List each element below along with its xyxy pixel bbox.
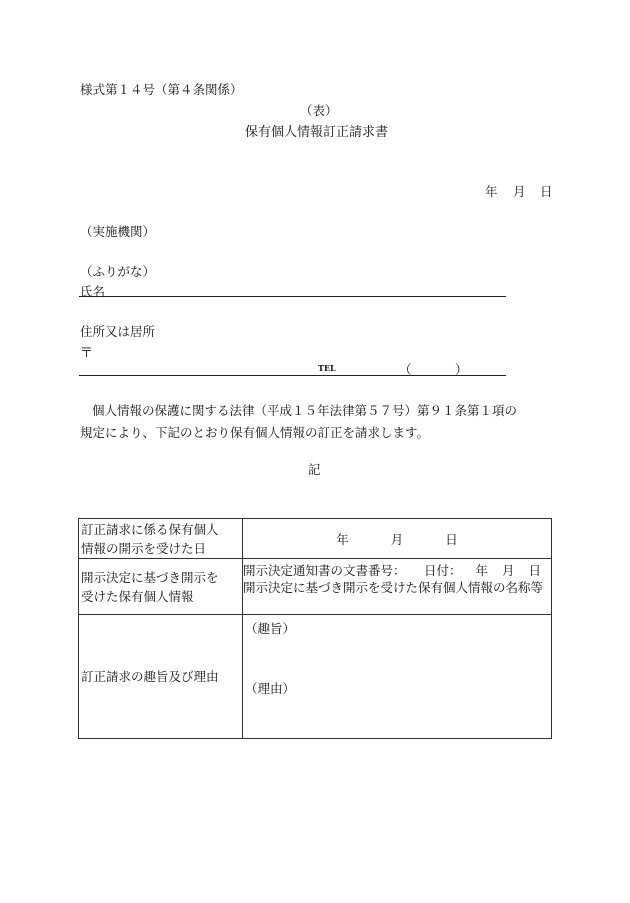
name-label: 氏名 bbox=[80, 284, 106, 299]
body-text-line1: 個人情報の保護に関する法律（平成１５年法律第５７号）第９１条第１項の bbox=[92, 403, 518, 418]
address-label: 住所又は居所 bbox=[80, 324, 156, 339]
ki-label: 記 bbox=[308, 462, 321, 477]
doc-date-year: 年 bbox=[475, 563, 488, 578]
purpose-reason-label-cell bbox=[79, 615, 243, 739]
doc-number-label: 開示決定通知書の文書番号： bbox=[243, 563, 406, 578]
disclosure-date-value-cell[interactable] bbox=[243, 519, 552, 559]
disclosure-date-label-line1: 訂正請求に係る保有個人 bbox=[81, 521, 219, 537]
disclosure-date-day: 日 bbox=[445, 531, 458, 547]
disclosure-date-month: 月 bbox=[390, 531, 404, 547]
table-row bbox=[79, 519, 552, 559]
tel-paren-close: ） bbox=[455, 362, 468, 377]
purpose-reason-value-cell[interactable] bbox=[243, 615, 552, 739]
date-year: 年 bbox=[485, 184, 498, 199]
date-month: 月 bbox=[513, 184, 526, 199]
page-title: 保有個人情報訂正請求書 bbox=[245, 125, 389, 140]
request-table bbox=[78, 518, 552, 739]
side-label: （表） bbox=[300, 103, 338, 118]
disclosed-info-label-line2: 受けた保有個人情報 bbox=[81, 588, 194, 604]
body-text-line2: 規定により、下記のとおり保有個人情報の訂正を請求します。 bbox=[80, 425, 430, 440]
disclosed-info-label-cell bbox=[79, 559, 243, 615]
disclosed-info-line1 bbox=[243, 562, 551, 579]
disclosed-info-label-line1: 開示決定に基づき開示を bbox=[81, 569, 219, 585]
table-row bbox=[79, 615, 552, 739]
date-day: 日 bbox=[540, 184, 553, 199]
doc-date-day: 日 bbox=[528, 563, 541, 578]
doc-date-month: 月 bbox=[501, 563, 515, 578]
disclosed-info-value-cell[interactable] bbox=[243, 559, 552, 615]
doc-date-label: 日付： bbox=[423, 563, 462, 578]
info-name-label: 開示決定に基づき開示を受けた保有個人情報の名称等 bbox=[243, 580, 544, 595]
purpose-label: （趣旨） bbox=[245, 621, 296, 636]
reason-label: （理由） bbox=[245, 681, 296, 696]
address-underline bbox=[79, 375, 506, 376]
disclosure-date-label-line2: 情報の開示を受けた日 bbox=[81, 540, 207, 556]
disclosure-date-label-cell bbox=[79, 519, 243, 559]
disclosure-date-year: 年 bbox=[336, 531, 349, 547]
table-row bbox=[79, 559, 552, 615]
tel-paren-open: （ bbox=[399, 362, 412, 377]
name-underline bbox=[79, 296, 506, 297]
tel-label: TEL bbox=[318, 363, 336, 373]
disclosure-date bbox=[243, 530, 551, 548]
postal-mark: 〒 bbox=[80, 346, 94, 361]
institution-label: （実施機関） bbox=[80, 224, 156, 239]
form-number: 様式第１４号（第４条関係） bbox=[80, 82, 243, 97]
purpose-reason-label: 訂正請求の趣旨及び理由 bbox=[81, 669, 219, 684]
furigana-label: （ふりがな） bbox=[80, 264, 156, 279]
